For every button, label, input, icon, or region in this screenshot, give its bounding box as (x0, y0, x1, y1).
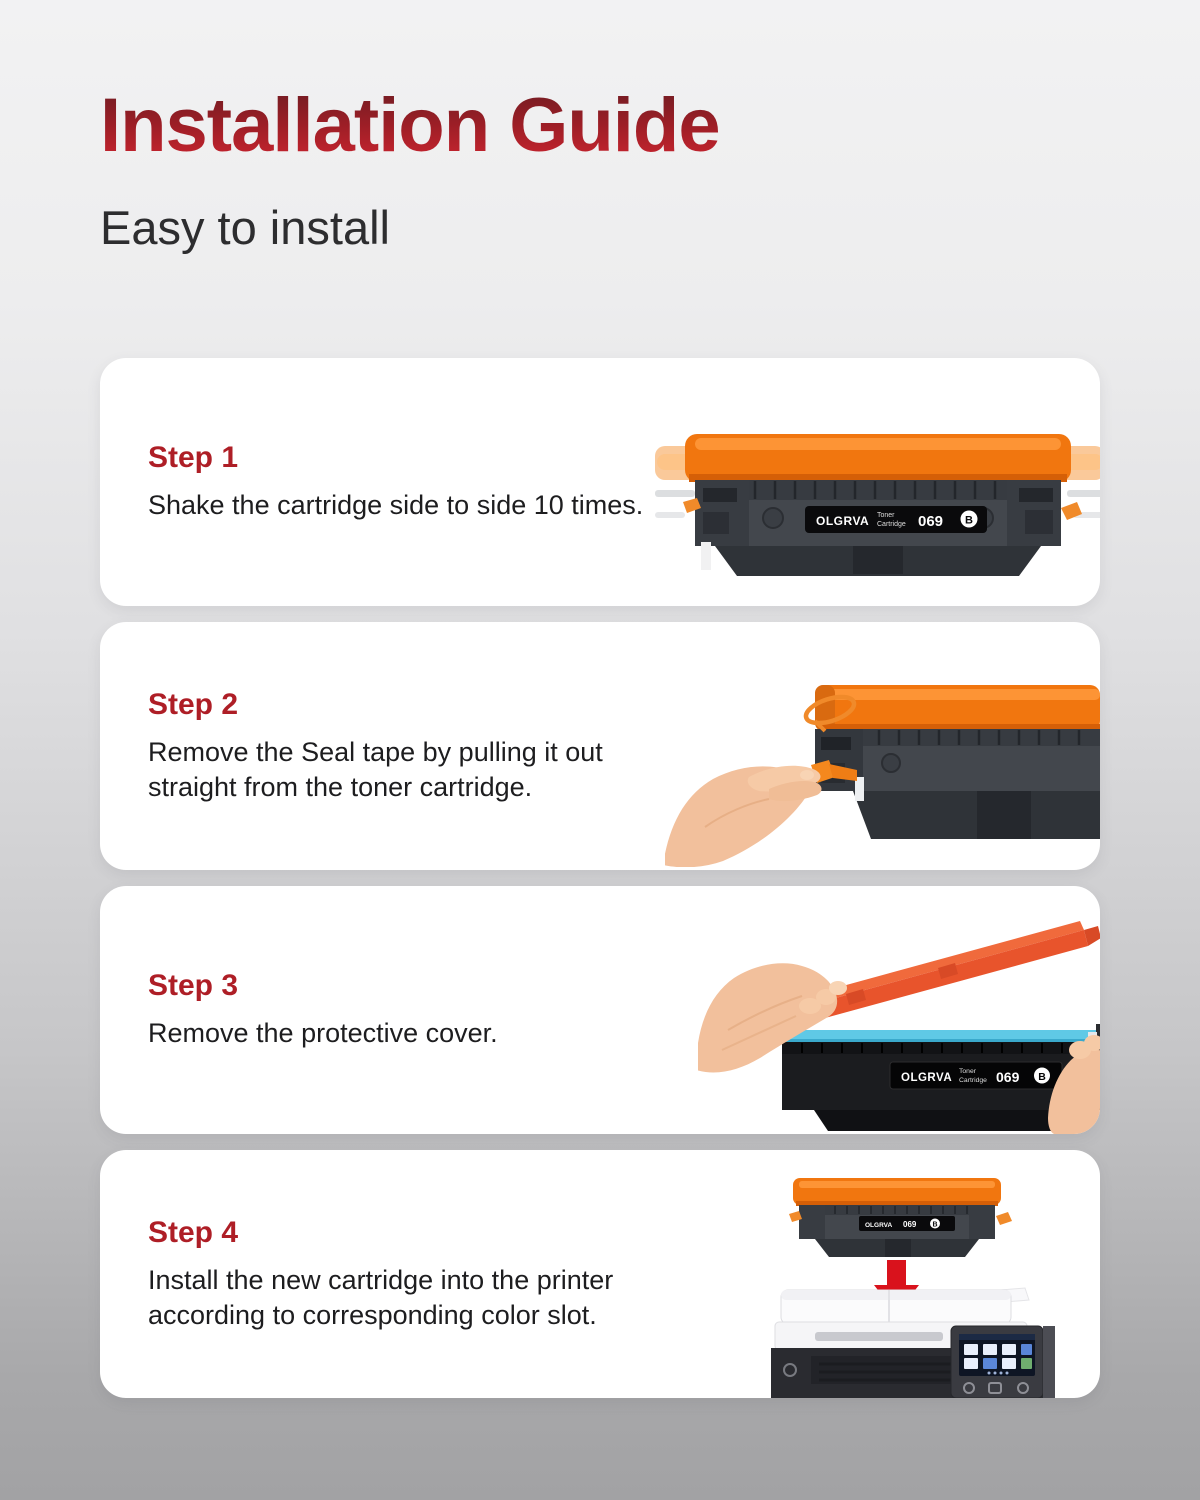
cartridge-brand-text: OLGRVA (816, 514, 870, 528)
step-3-label: Step 3 (148, 969, 239, 1003)
printer (771, 1288, 1055, 1398)
step-2-card (100, 622, 1100, 870)
hand-pulling-tape (665, 766, 822, 867)
install-into-printer-illustration (763, 1164, 1098, 1398)
cartridge-brand-text: OLGRVA (901, 1072, 953, 1084)
cartridge-top-cover (685, 434, 1071, 482)
cartridge-label-line1: Toner (959, 1068, 977, 1075)
step-1-description: Shake the cartridge side to side 10 times. (148, 490, 644, 521)
step-4-description: Install the new cartridge into the printer according to corresponding color slot. (148, 1264, 614, 1330)
step-1-card (100, 358, 1100, 606)
step-2-text (148, 688, 603, 804)
cartridge-model-text: 069 (903, 1220, 917, 1229)
step-2-label: Step 2 (148, 687, 239, 721)
cartridge-shake-illustration (655, 416, 1100, 596)
page-title: Installation Guide (100, 83, 720, 168)
pull-seal-tape-illustration (665, 677, 1100, 867)
step-1-label: Step 1 (148, 441, 239, 475)
black-toner-badge-letter: B (1038, 1071, 1046, 1083)
cartridge-label-line2: Cartridge (959, 1077, 987, 1084)
step-4-label: Step 4 (148, 1215, 239, 1249)
cartridge-brand-text: OLGRVA (865, 1222, 893, 1229)
page-subtitle: Easy to install (100, 200, 390, 254)
page-header (100, 83, 720, 255)
step-1-text (148, 441, 643, 523)
cartridge-bottom-tray (715, 546, 1041, 576)
step-4-text (148, 1216, 613, 1332)
step-2-description: Remove the Seal tape by pulling it out straight from the toner cartridge. (148, 736, 603, 802)
remove-protective-cover-illustration (698, 900, 1100, 1134)
printer-control-panel (951, 1326, 1043, 1398)
fingertip (800, 770, 814, 780)
black-toner-badge-letter: B (932, 1221, 938, 1229)
printer-output-slot (815, 1332, 943, 1341)
mini-cartridge-label (859, 1216, 955, 1231)
step-3-description: Remove the protective cover. (148, 1018, 498, 1049)
step-3-card (100, 886, 1100, 1134)
step-cards (100, 358, 1100, 1398)
cartridge-model-text: 069 (918, 513, 944, 530)
cartridge-label-line1: Toner (877, 512, 895, 519)
cartridge-label (890, 1062, 1062, 1089)
black-toner-badge-letter: B (965, 514, 973, 527)
step-3-text (148, 969, 498, 1051)
cartridge-model-text: 069 (996, 1069, 1020, 1085)
step-4-card (100, 1150, 1100, 1398)
toner-cartridge-side (815, 685, 1100, 839)
cartridge-label (805, 506, 987, 533)
cartridge-label-line2: Cartridge (877, 521, 906, 528)
mini-cartridge (789, 1178, 1012, 1257)
